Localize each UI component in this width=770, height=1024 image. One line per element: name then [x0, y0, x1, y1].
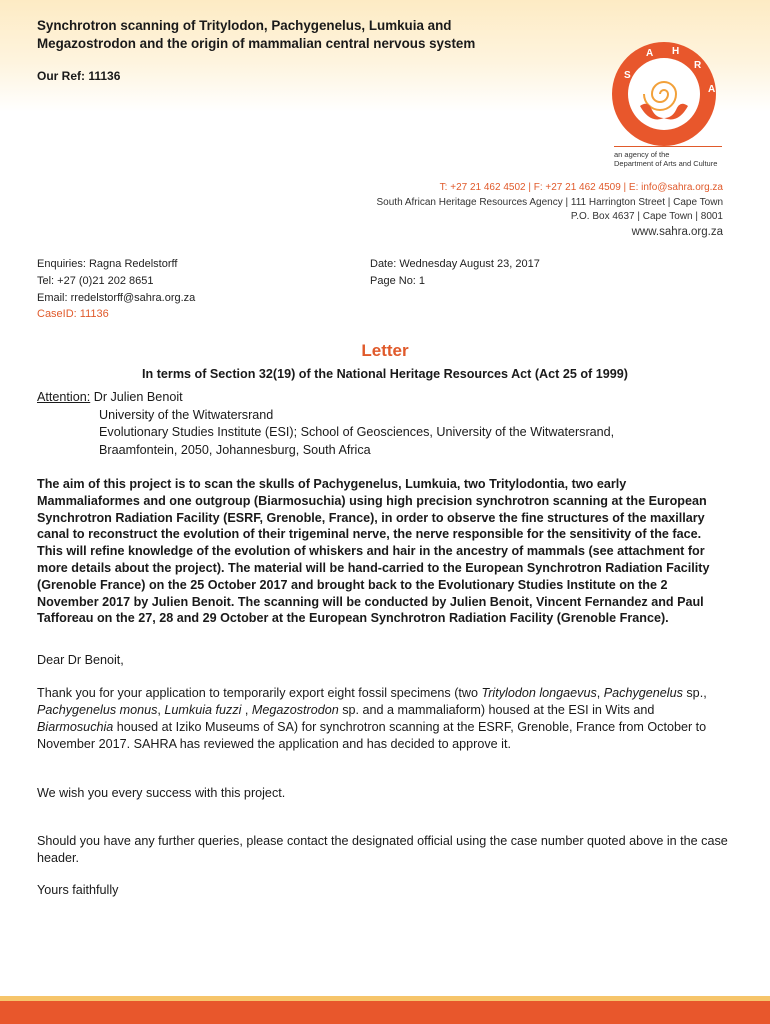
body-paragraph-2: We wish you every success with this project.	[37, 786, 286, 800]
footer-strip-orange	[0, 1001, 770, 1024]
case-id: CaseID: 11136	[37, 308, 109, 321]
svg-text:A: A	[708, 84, 716, 95]
agency-text	[614, 150, 717, 168]
document-title	[37, 17, 557, 53]
closing: Yours faithfully	[37, 883, 119, 897]
contact-block	[377, 181, 724, 239]
attention-line-4: Braamfontein, 2050, Johannesburg, South Africa	[99, 442, 371, 457]
project-aim: The aim of this project is to scan the skulls of Pachygenelus, Lumkuia, two Tritylodontia, two early Mammaliaformes and one outgroup (Biarmosuchia) using high precision synchrotron scanning at the European Synchrotron Radiation Facility (ESRF, Grenoble, France), in order to observe the fine structures of the maxillary canal to reconstruct the evolution of their trigeminal nerve, the nerve responsible for the sensitivity of the face. This will refine knowledge of the evolution of whiskers and hair in the ancestry of mammals (see attachment for more details about the project). The material will be hand-carried to the European Synchrotron Radiation Facility (Grenoble France) on the 25 October 2017 and brought back to the Evolutionary Studies Institute on the 2 November 2017 by Julien Benoit. The scanning will be conducted by Julien Benoit, Vincent Fernandez and Paul Tafforeau on the 27, 28 and 29 October at the European Synchrotron Radiation Facility (Grenoble France).	[37, 477, 710, 626]
contact-phone-line: T: +27 21 462 4502 | F: +27 21 462 4509 | E: info@sahra.org.za	[439, 182, 723, 193]
letter-date: Date: Wednesday August 23, 2017	[370, 258, 540, 270]
sahra-logo	[600, 40, 728, 148]
agency-line-1: an agency of the	[614, 150, 670, 159]
contact-address-line: South African Heritage Resources Agency | 111 Harrington Street | Cape Town	[376, 196, 723, 208]
svg-text:S: S	[624, 70, 631, 81]
enquiries-block	[37, 256, 195, 323]
attention-label: Attention:	[37, 390, 91, 404]
svg-text:H: H	[672, 46, 680, 57]
contact-website: www.sahra.org.za	[631, 225, 723, 238]
attention-name: Dr Julien Benoit	[93, 390, 183, 404]
agency-line-2: Department of Arts and Culture	[614, 159, 718, 168]
enquiries-name: Enquiries: Ragna Redelstorff	[37, 258, 178, 270]
svg-text:A: A	[646, 48, 654, 59]
salutation: Dear Dr Benoit,	[37, 653, 124, 667]
body-paragraph-3: Should you have any further queries, please contact the designated official using the case number quoted above in the case header.	[37, 834, 728, 865]
body-paragraph-1: Thank you for your application to temporarily export eight fossil specimens (two Tritylodon longaevus, Pachygenelus sp., Pachygenelus monus, Lumkuia fuzzi , Megazostrodon sp. and a mammaliaform) housed at the ESI in Wits and Biarmosuchia housed at Iziko Museums of SA) for synchrotron scanning at the ESRF, Grenoble, France from October to November 2017. SAHRA has reviewed the application and has decided to approve it.	[37, 686, 707, 751]
title-line-1: Synchrotron scanning of Tritylodon, Pachygenelus, Lumkuia and	[37, 18, 452, 33]
logo-inner-disc	[628, 58, 700, 130]
page-number: Page No: 1	[370, 274, 426, 287]
enquiries-email: Email: rredelstorff@sahra.org.za	[37, 291, 196, 304]
enquiries-tel: Tel: +27 (0)21 202 8651	[37, 274, 154, 287]
section-reference: In terms of Section 32(19) of the National Heritage Resources Act (Act 25 of 1999)	[142, 367, 628, 381]
our-ref: Our Ref: 11136	[37, 69, 121, 83]
attention-line-2: University of the Witwatersrand	[99, 407, 274, 422]
attention-block	[37, 389, 737, 459]
attention-line-3: Evolutionary Studies Institute (ESI); School of Geosciences, University of the Witwatersrand,	[99, 425, 615, 439]
contact-po-box: P.O. Box 4637 | Cape Town | 8001	[570, 211, 723, 222]
title-line-2: Megazostrodon and the origin of mammalian central nervous system	[37, 36, 476, 51]
letter-heading: Letter	[361, 341, 409, 360]
date-block	[370, 256, 540, 290]
agency-divider	[614, 146, 722, 147]
svg-text:R: R	[694, 60, 702, 71]
